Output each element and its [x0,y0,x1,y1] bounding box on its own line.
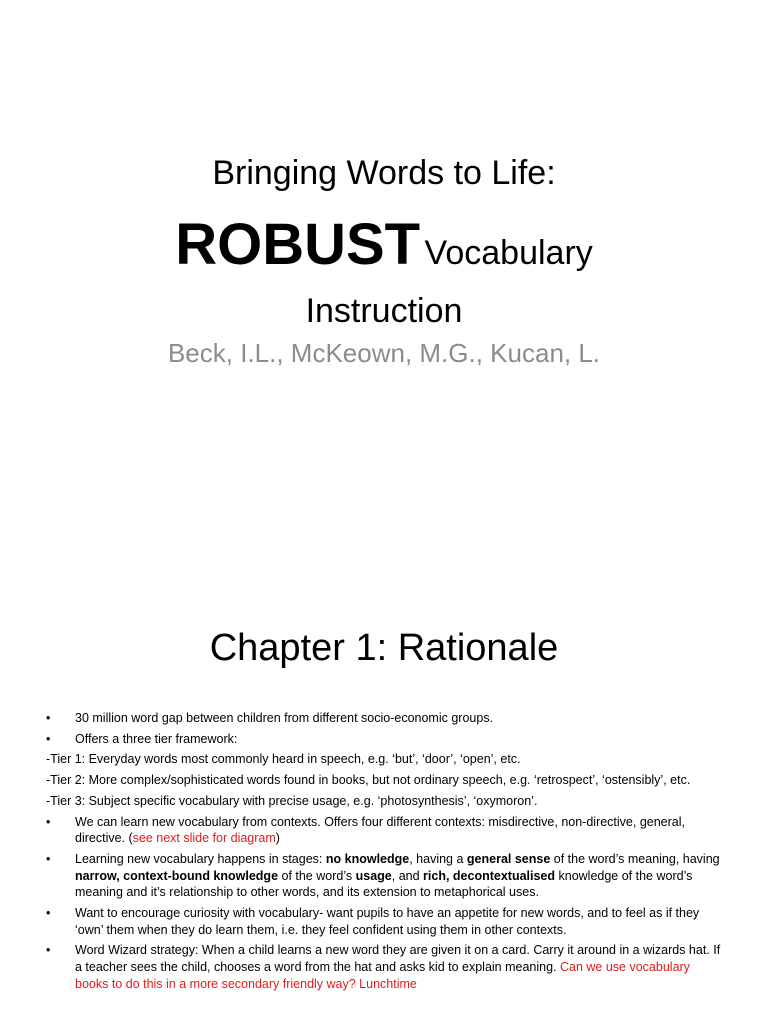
chapter-title: Chapter 1: Rationale [209,627,559,669]
list-item: • Want to encourage curiosity with vocabulary- want pupils to have an appetite for new words, and to feel as if they ‘own’ them when they do learn them, i.e. they feel confident using them in other contexts. [46,905,722,938]
tier-3-text: -Tier 3: Subject specific vocabulary with precise usage, e.g. ‘photosynthesis’, ‘oxymoron’. [46,793,538,808]
stages-text: knowledge of the word’s meaning and it’s relationship to other words, and its extension to metaphorical uses. [75,868,693,900]
stage-term: usage [355,868,392,883]
title-line-2 [0,205,768,300]
contexts-text-end: ) [275,831,280,846]
tier-item [46,793,722,810]
title-line-3: Instruction [305,292,463,330]
diagram-note: see next slide for diagram [132,831,276,846]
authors-subtitle: Beck, I.L., McKeown, M.G., Kucan, L. [167,338,601,368]
list-item: • 30 million word gap between children from different socio-economic groups. [46,710,722,727]
list-item [46,942,722,992]
stage-term: no knowledge [325,851,410,866]
stage-term: rich, decontextualised [423,868,556,883]
stage-term: narrow, context-bound knowledge [75,868,279,883]
stages-text: , having a [409,851,467,866]
list-item: • Offers a three tier framework: [46,731,722,748]
stage-term: general sense [466,851,551,866]
stages-text: , and [391,868,424,883]
tier-1-text: -Tier 1: Everyday words most commonly heard in speech, e.g. ‘but’, ‘door’, ‘open’, etc. [46,752,521,767]
title-vocabulary: Vocabulary [424,234,593,272]
word-wizard-text: Word Wizard strategy: When a child learns a new word they are given it on a card. Carry it around in a wizards hat. If a teacher sees the child, chooses a word from the hat and asks kid to explain meaning. [75,943,721,975]
title-line-1: Bringing Words to Life: [212,154,556,192]
stages-text: of the word’s [278,868,356,883]
contexts-text: We can learn new vocabulary from contexts. Offers four different contexts: misdirective, non-directive, general, directive. ( [75,814,686,846]
tier-item [46,751,722,768]
title-robust: ROBUST [175,212,421,277]
tier-item [46,772,722,789]
list-item [46,814,722,847]
stages-text: Learning new vocabulary happens in stages: [75,851,326,866]
tier-2-text: -Tier 2: More complex/sophisticated words found in books, but not ordinary speech, e.g. ‘retrospect’, ‘ostensibly’, etc. [46,773,691,788]
word-wizard-note: Can we use vocabulary books to do this in a more secondary friendly way? Lunchtime [75,960,690,991]
list-item [46,851,722,901]
content-list [46,710,722,997]
slide-chapter-1 [0,576,768,1024]
stages-text: of the word’s meaning, having [550,851,720,866]
